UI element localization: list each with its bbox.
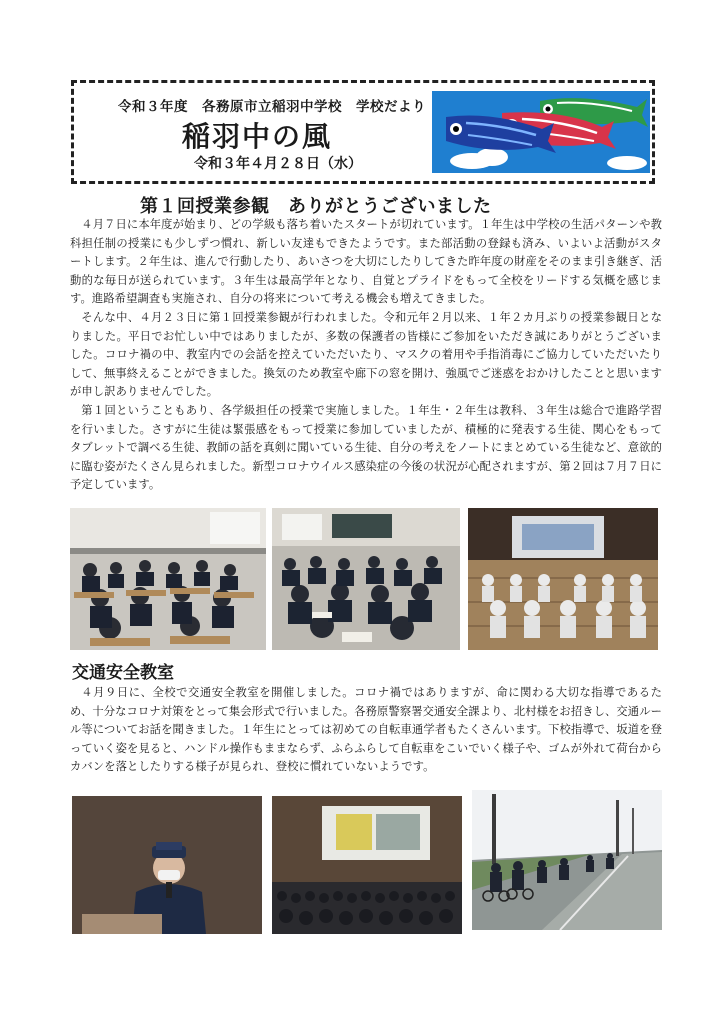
issue-date: 令和３年４月２８日（水） bbox=[194, 156, 362, 172]
section2-body bbox=[70, 684, 662, 777]
section1-paragraph: 第１回ということもあり、各学級担任の授業で実施しました。１年生・２年生は教科、３年生は総合で進路学習を行いました。さすがに生徒は緊張感をもって授業に参加していましたが、積極的に発表する生徒、関心をもってタブレットで調べる生徒、教師の話を真剣に聞いている生徒、自分の考えをノートにまとめている生徒など、意欲的に臨む姿がたくさん見られました。新型コロナウイルス感染症の今後の状況が心配されますが、第２回は７月７日に予定しています。 bbox=[70, 403, 662, 492]
newsletter-title: 稲羽中の風 bbox=[182, 120, 333, 153]
section2-paragraph: ４月９日に、全校で交通安全教室を開催しました。コロナ禍ではありますが、命に関わる大切な指導であるため、十分なコロナ対策をとって集会形式で行いました。各務原警察署交通安全課より、北村様をお招きし、交通ルール等についてお話を聞きました。１年生にとっては初めての自転車通学者もたくさんいます。下校指導で、坂道を登っていく姿を見ると、ハンドル操作もままならず、ふらふらして自転車をこいでいく様子や、ゴムが外れて荷台からカバンを落としたりする様子が見られ、登校に慣れていないようです。 bbox=[70, 686, 662, 774]
classroom-photo-3 bbox=[468, 508, 658, 650]
section2-title: 交通安全教室 bbox=[72, 663, 174, 683]
assembly-hall-photo bbox=[272, 796, 462, 934]
classroom-photo-1 bbox=[70, 508, 266, 650]
section1-body bbox=[70, 216, 662, 495]
school-line: 令和３年度 各務原市立稲羽中学校 学校だより bbox=[118, 99, 426, 115]
section1-title: 第１回授業参観 ありがとうございました bbox=[140, 196, 492, 217]
police-speaker-photo bbox=[72, 796, 262, 934]
section1-paragraph: そんな中、４月２３日に第１回授業参観が行われました。令和元年２月以来、１年２カ月ぶりの授業参観日となりました。平日でお忙しい中ではありましたが、多数の保護者の皆様にご参加をいただき誠にありがとうございました。コロナ禍の中、教室内での会話を控えていただいたり、マスクの着用や手指消毒にご協力していただいたりして、無事終えることができました。換気のため教室や廊下の窓を開け、強風でご迷惑をおかけしたことと思いますが申し訳ありませんでした。 bbox=[70, 310, 662, 399]
bicycle-road-photo bbox=[472, 790, 662, 930]
section1-paragraph: ４月７日に本年度が始まり、どの学級も落ち着いたスタートが切れています。１年生は中学校の生活パターンや教科担任制の授業にも少しずつ慣れ、新しい友達もできたようです。また部活動の登録も済み、いよいよ活動がスタートします。２年生は、進んで行動したり、あいさつを大切にしたりしてきた昨年度の財産をそのまま引き継ぎ、活動的な毎日が送られています。３年生は最高学年となり、自覚とプライドをもって全校をリードする気概を感じます。進路希望調査も実施され、自分の将来について考える機会も増えてきました。 bbox=[70, 218, 662, 306]
masthead bbox=[71, 80, 655, 184]
classroom-photo-2 bbox=[272, 508, 460, 650]
koinobori-illustration bbox=[432, 91, 650, 173]
